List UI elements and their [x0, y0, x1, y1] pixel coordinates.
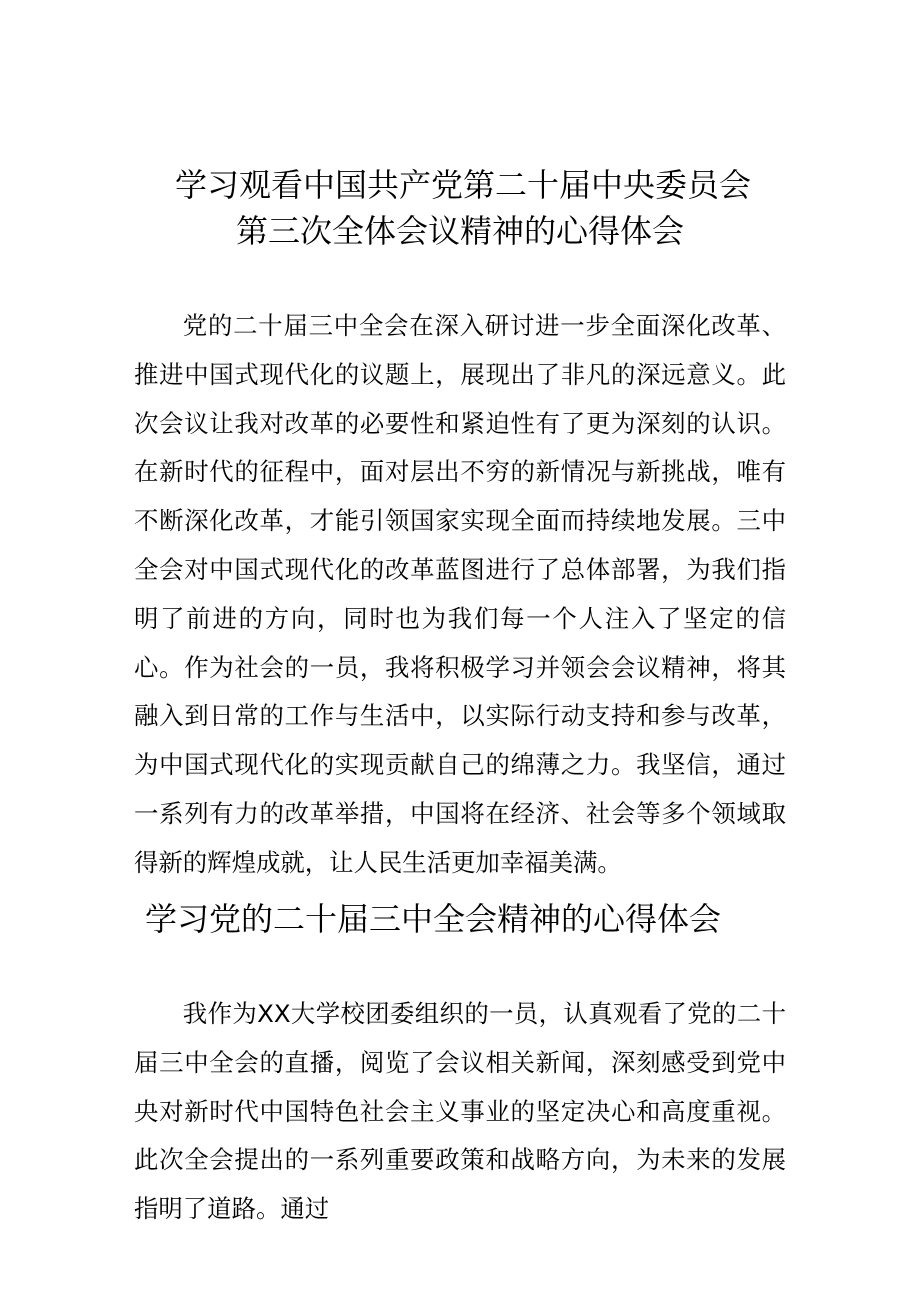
section-title: 学习党的二十届三中全会精神的心得体会	[145, 900, 722, 938]
title-line-1: 学习观看中国共产党第二十届中央委员会	[174, 166, 751, 204]
document-title	[0, 162, 920, 254]
title-line-2: 第三次全体会议精神的心得体会	[235, 212, 684, 250]
body-paragraph-2: 我作为XX大学校团委组织的一员，认真观看了党的二十届三中全会的直播，阅览了会议相关新闻，深刻感受到党中央对新时代中国特色社会主义事业的坚定决心和高度重视。此次全会提出的一系列重要政策和战略方向，为未来的发展指明了道路。通过	[134, 999, 786, 1224]
body-paragraph-1: 党的二十届三中全会在深入研讨进一步全面深化改革、推进中国式现代化的议题上，展现出了非凡的深远意义。此次会议让我对改革的必要性和紧迫性有了更为深刻的认识。在新时代的征程中，面对层出不穷的新情况与新挑战，唯有不断深化改革，才能引领国家实现全面而持续地发展。三中全会对中国式现代化的改革蓝图进行了总体部署，为我们指明了前进的方向，同时也为我们每一个人注入了坚定的信心。作为社会的一员，我将积极学习并领会会议精神，将其融入到日常的工作与生活中，以实际行动支持和参与改革，为中国式现代化的实现贡献自己的绵薄之力。我坚信，通过一系列有力的改革举措，中国将在经济、社会等多个领域取得新的辉煌成就，让人民生活更加幸福美满。	[134, 311, 786, 877]
